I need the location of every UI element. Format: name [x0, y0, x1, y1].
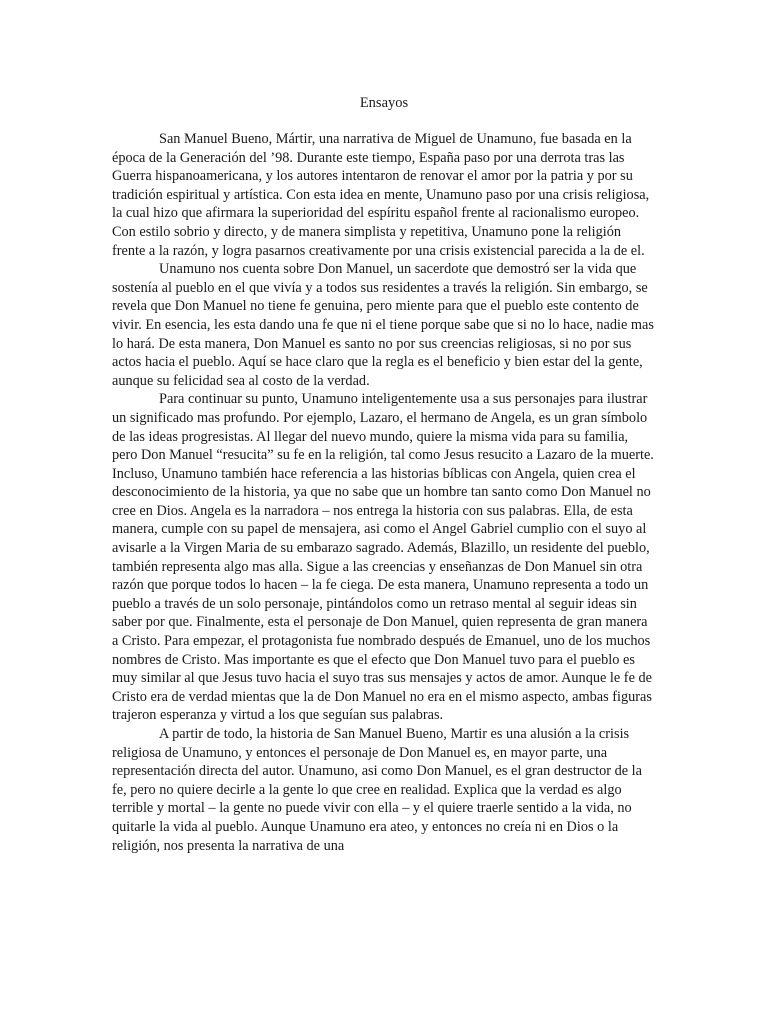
paragraph-1: San Manuel Bueno, Mártir, una narrativa de Miguel de Unamuno, fue basada en la época de la Generación del ’98. Durante este tiempo, España paso por una derrota tras las Guerra hispanoamericana, y los autores intentaron de renovar el amor por la patria y por su tradición espiritual y artística. Con esta idea en mente, Unamuno paso por una crisis religiosa, la cual hizo que afirmara la superioridad del espíritu español frente al racionalismo europeo. Con estilo sobrio y directo, y de manera simplista y repetitiva, Unamuno pone la religión frente a la razón, y logra pasarnos creativamente por una crisis existencial parecida a la de el.: [112, 131, 650, 259]
paragraph-4: A partir de todo, la historia de San Manuel Bueno, Martir es una alusión a la crisis religiosa de Unamuno, y entonces el personaje de Don Manuel es, en mayor parte, una representación directa del autor. Unamuno, asi como Don Manuel, es el gran destructor de la fe, pero no quiere decirle a la gente lo que cree en realidad. Explica que la verdad es algo terrible y mortal – la gente no puede vivir con ella – y el quiere traerle sentido a la vida, no quitarle la vida al pueblo. Aunque Unamuno era ateo, y entonces no creía ni en Dios o la religión, nos presenta la narrativa de una: [112, 726, 642, 854]
essay-body: [112, 130, 656, 855]
document-title: Ensayos: [359, 95, 409, 111]
paragraph-3: Para continuar su punto, Unamuno inteligentemente usa a sus personajes para ilustrar un significado mas profundo. Por ejemplo, Lazaro, el hermano de Angela, es un gran símbolo de las ideas progresistas. Al llegar del nuevo mundo, quiere la misma vida para su familia, pero Don Manuel “resucita” su fe en la religión, tal como Jesus resucito a Lazaro de la muerte. Incluso, Unamuno también hace referencia a las historias bíblicas con Angela, quien crea el desconocimiento de la historia, ya que no sabe que un hombre tan santo como Don Manuel no cree en Dios. Angela es la narradora – nos entrega la historia con sus palabras. Ella, de esta manera, cumple con su papel de mensajera, asi como el Angel Gabriel cumplio con el suyo al avisarle a la Virgen Maria de su embarazo sagrado. Además, Blazillo, un residente del pueblo, también representa algo mas alla. Sigue a las creencias y enseñanzas de Don Manuel sin otra razón que porque todos lo hacen – la fe ciega. De esta manera, Unamuno representa a todo un pueblo a través de un solo personaje, pintándolos como un retraso mental al seguir ideas sin saber por que. Finalmente, esta el personaje de Don Manuel, quien representa de gran manera a Cristo. Para empezar, el protagonista fue nombrado después de Emanuel, uno de los muchos nombres de Cristo. Mas importante es que el efecto que Don Manuel tuvo para el pueblo es muy similar al que Jesus tuvo hacia el suyo tras sus mensajes y actos de amor. Aunque le fe de Cristo era de verdad mientas que la de Don Manuel no era en el mismo aspecto, ambas figuras trajeron esperanza y virtud a los que seguían sus palabras.: [112, 391, 654, 724]
paragraph-2: Unamuno nos cuenta sobre Don Manuel, un sacerdote que demostró ser la vida que sostenía al pueblo en el que vivía y a todos sus residentes a través la religión. Sin embargo, se revela que Don Manuel no tiene fe genuina, pero miente para que el pueblo este contento de vivir. En esencia, les esta dando una fe que ni el tiene porque sabe que si no lo hace, nadie mas lo hará. De esta manera, Don Manuel es santo no por sus creencias religiosas, si no por sus actos hacia el pueblo. Aquí se hace claro que la regla es el beneficio y bien estar del la gente, aunque su felicidad sea al costo de la verdad.: [112, 261, 654, 389]
